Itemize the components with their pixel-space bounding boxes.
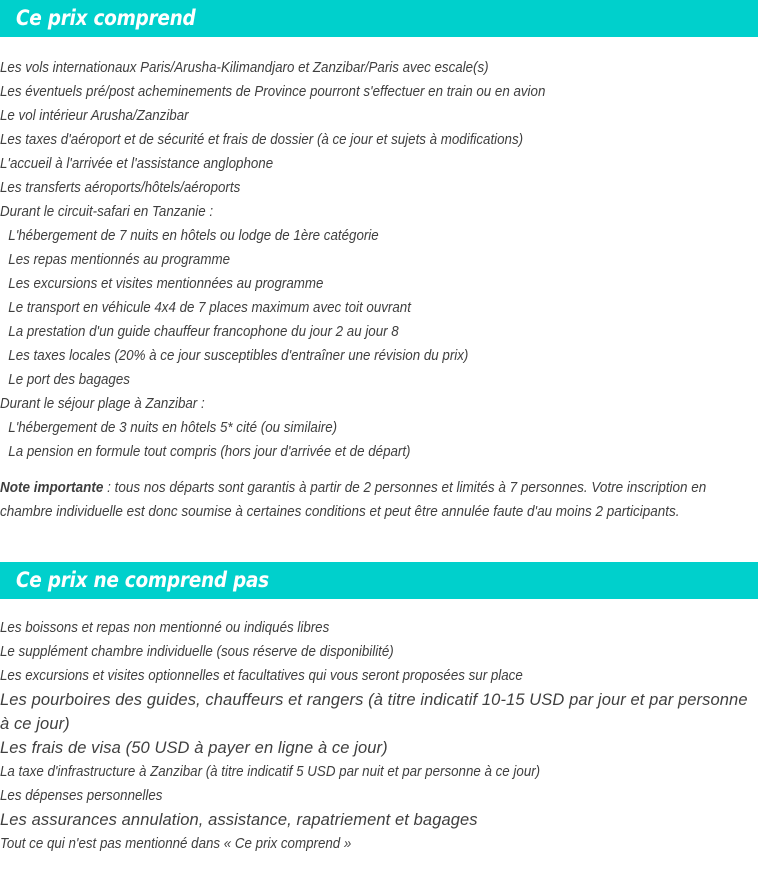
list-item: Les boissons et repas non mentionné ou indiqués libres	[0, 620, 330, 636]
important-note-label: Note importante	[0, 480, 104, 496]
list-item: Durant le séjour plage à Zanzibar :	[0, 396, 205, 412]
list-item: L'accueil à l'arrivée et l'assistance anglophone	[0, 156, 274, 172]
spacer	[0, 524, 758, 562]
section-title-not-included: Ce prix ne comprend pas	[16, 568, 269, 592]
list-item: Les vols internationaux Paris/Arusha-Kilimandjaro et Zanzibar/Paris avec escale(s)	[0, 60, 489, 76]
not-included-items-list	[0, 616, 758, 856]
list-item: Les dépenses personnelles	[0, 788, 163, 804]
spacer	[0, 464, 758, 476]
spacer	[0, 599, 758, 616]
list-item: Les taxes d'aéroport et de sécurité et frais de dossier (à ce jour et sujets à modifications)	[0, 132, 524, 148]
important-note-text: : tous nos départs sont garantis à partir de 2 personnes et limités à 7 personnes. Votre inscription en chambre individuelle est donc soumise à certaines conditions et peut être annulée faute d'au moins 2 participants.	[0, 480, 707, 520]
list-item: La prestation d'un guide chauffeur francophone du jour 2 au jour 8	[8, 324, 399, 340]
included-items-list	[0, 56, 758, 464]
list-item: Les pourboires des guides, chauffeurs et rangers (à titre indicatif 10-15 USD par jour et par personne à ce jour)	[0, 691, 748, 733]
list-item: Le vol intérieur Arusha/Zanzibar	[0, 108, 189, 124]
list-item: Les transferts aéroports/hôtels/aéroports	[0, 180, 241, 196]
list-item: Le supplément chambre individuelle (sous réserve de disponibilité)	[0, 644, 394, 660]
list-item: Les frais de visa (50 USD à payer en ligne à ce jour)	[0, 739, 388, 757]
list-item: Le port des bagages	[8, 372, 130, 388]
list-item: Les repas mentionnés au programme	[8, 252, 231, 268]
section-title-included: Ce prix comprend	[16, 6, 196, 30]
section-banner-included	[0, 0, 758, 37]
section-banner-not-included	[0, 562, 758, 599]
list-item: Les taxes locales (20% à ce jour susceptibles d'entraîner une révision du prix)	[8, 348, 469, 364]
list-item: Les excursions et visites mentionnées au programme	[8, 276, 324, 292]
spacer	[0, 37, 758, 56]
list-item: Tout ce qui n'est pas mentionné dans « Ce prix comprend »	[0, 836, 352, 852]
list-item: Les excursions et visites optionnelles et facultatives qui vous seront proposées sur place	[0, 668, 523, 684]
list-item: Les assurances annulation, assistance, rapatriement et bagages	[0, 811, 478, 829]
list-item: Le transport en véhicule 4x4 de 7 places maximum avec toit ouvrant	[8, 300, 411, 316]
list-item: L'hébergement de 3 nuits en hôtels 5* cité (ou similaire)	[8, 420, 338, 436]
important-note	[0, 476, 758, 524]
list-item: Durant le circuit-safari en Tanzanie :	[0, 204, 214, 220]
list-item: La taxe d'infrastructure à Zanzibar (à titre indicatif 5 USD par nuit et par personne à ce jour)	[0, 764, 541, 780]
list-item: L'hébergement de 7 nuits en hôtels ou lodge de 1ère catégorie	[8, 228, 379, 244]
list-item: La pension en formule tout compris (hors jour d'arrivée et de départ)	[8, 444, 411, 460]
list-item: Les éventuels pré/post acheminements de Province pourront s'effectuer en train ou en avion	[0, 84, 546, 100]
